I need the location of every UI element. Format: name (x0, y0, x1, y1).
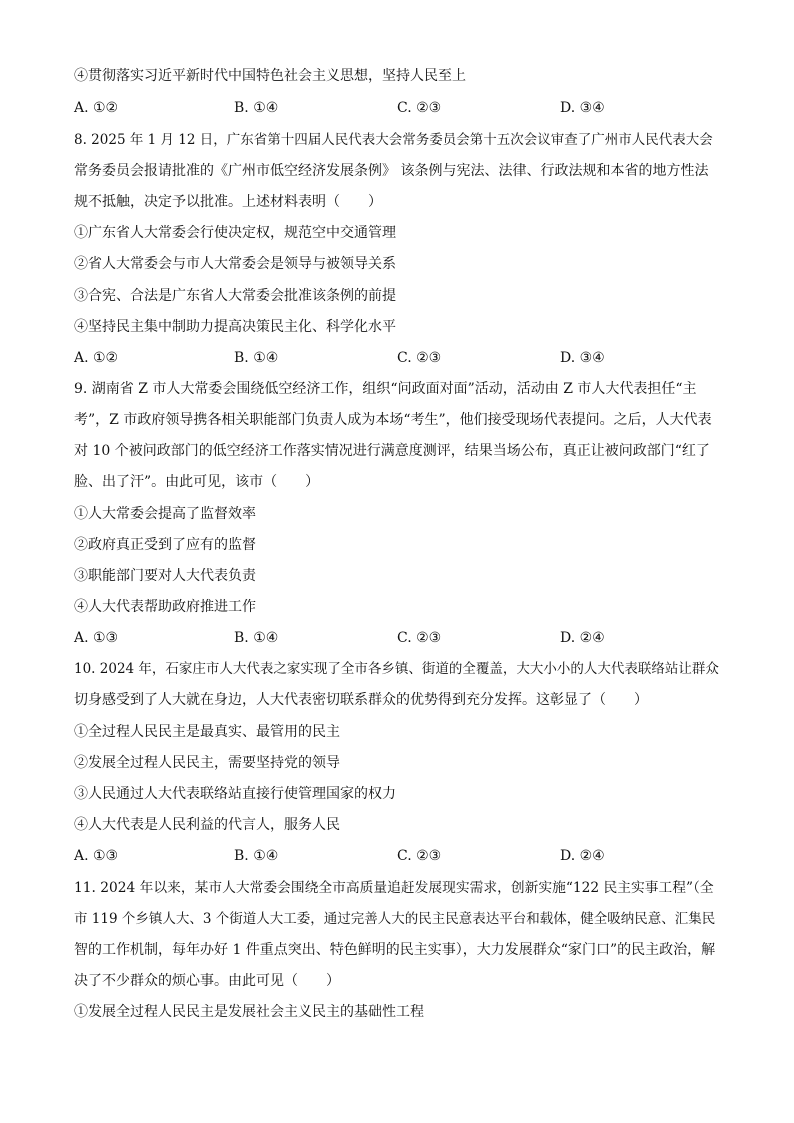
q9-option-a: A. ①③ (74, 630, 119, 646)
q11-item-1: ①发展全过程人民民主是发展社会主义民主的基础性工程 (74, 1004, 424, 1020)
q10-item-3: ③人民通过人大代表联络站直接行使管理国家的权力 (74, 786, 396, 802)
q9-stem-line-3: 对 10 个被问政部门的低空经济工作落实情况进行满意度测评，结果当场公布，真正让被问政部门“红了 (74, 443, 710, 459)
q11-stem-line-4: 决了不少群众的烦心事。由此可见（ ） (74, 973, 340, 989)
q7-option-a: A. ①② (74, 100, 119, 116)
q8-option-c: C. ②③ (397, 350, 442, 366)
q8-option-d: D. ③④ (560, 350, 605, 366)
q8-stem-line-1: 8. 2025 年 1 月 12 日，广东省第十四届人民代表大会常务委员会第十五次会议审查了广州市人民代表大会 (74, 132, 713, 148)
q9-stem-line-2: 考”，Z 市政府领导携各相关职能部门负责人成为本场“考生”，他们接受现场代表提问。之后，人大代表 (74, 412, 712, 428)
q10-option-a: A. ①③ (74, 848, 119, 864)
q11-stem-line-2: 市 119 个乡镇人大、3 个街道人大工委，通过完善人大的民主民意表达平台和载体，健全吸纳民意、汇集民 (74, 911, 716, 927)
q8-item-3: ③合宪、合法是广东省人大常委会批准该条例的前提 (74, 288, 396, 304)
q9-item-2: ②政府真正受到了应有的监督 (74, 537, 256, 553)
q10-options (74, 846, 724, 866)
q9-stem-line-1: 9. 湖南省 Z 市人大常委会围绕低空经济工作，组织“问政面对面”活动，活动由 Z 市人大代表担任“主 (74, 381, 697, 397)
q11-stem-line-1: 11. 2024 年以来，某市人大常委会围绕全市高质量追赶发展现实需求，创新实施“122 民主实事工程”（全 (74, 880, 714, 896)
q9-option-c: C. ②③ (397, 630, 442, 646)
q8-stem-line-3: 规不抵触，决定予以批准。上述材料表明（ ） (74, 194, 382, 210)
q9-item-3: ③职能部门要对人大代表负责 (74, 568, 256, 584)
q9-option-b: B. ①④ (234, 630, 279, 646)
q9-item-1: ①人大常委会提高了监督效率 (74, 506, 256, 522)
q8-option-b: B. ①④ (234, 350, 279, 366)
q8-item-4: ④坚持民主集中制助力提高决策民主化、科学化水平 (74, 319, 396, 335)
q9-options (74, 628, 724, 648)
q8-options (74, 348, 724, 368)
q7-item-4: ④贯彻落实习近平新时代中国特色社会主义思想，坚持人民至上 (74, 68, 466, 84)
q7-options (74, 98, 724, 118)
q7-option-d: D. ③④ (560, 100, 605, 116)
q11-stem-line-3: 智的工作机制，每年办好 1 件重点突出、特色鲜明的民主实事），大力发展群众“家门口”的民主政治，解 (74, 942, 716, 958)
q10-stem-line-2: 切身感受到了人大就在身边，人大代表密切联系群众的优势得到充分发挥。这彰显了（ ） (74, 692, 648, 708)
q10-item-4: ④人大代表是人民利益的代言人，服务人民 (74, 817, 340, 833)
q7-option-c: C. ②③ (397, 100, 442, 116)
q10-option-d: D. ②④ (560, 848, 605, 864)
q8-option-a: A. ①② (74, 350, 119, 366)
q8-item-2: ②省人大常委会与市人大常委会是领导与被领导关系 (74, 256, 396, 272)
q8-item-1: ①广东省人大常委会行使决定权，规范空中交通管理 (74, 225, 396, 241)
q9-stem-line-4: 脸、出了汗”。由此可见，该市（ ） (74, 474, 320, 490)
q10-item-2: ②发展全过程人民民主，需要坚持党的领导 (74, 755, 340, 771)
q10-option-c: C. ②③ (397, 848, 442, 864)
q10-stem-line-1: 10. 2024 年，石家庄市人大代表之家实现了全市各乡镇、街道的全覆盖，大大小小的人大代表联络站让群众 (74, 661, 719, 677)
q10-option-b: B. ①④ (234, 848, 279, 864)
q10-item-1: ①全过程人民民主是最真实、最管用的民主 (74, 724, 340, 740)
q9-option-d: D. ②④ (560, 630, 605, 646)
q8-stem-line-2: 常务委员会报请批准的《广州市低空经济发展条例》 该条例与宪法、法律、行政法规和本省的地方性法 (74, 163, 709, 179)
q9-item-4: ④人大代表帮助政府推进工作 (74, 599, 256, 615)
q7-option-b: B. ①④ (234, 100, 279, 116)
